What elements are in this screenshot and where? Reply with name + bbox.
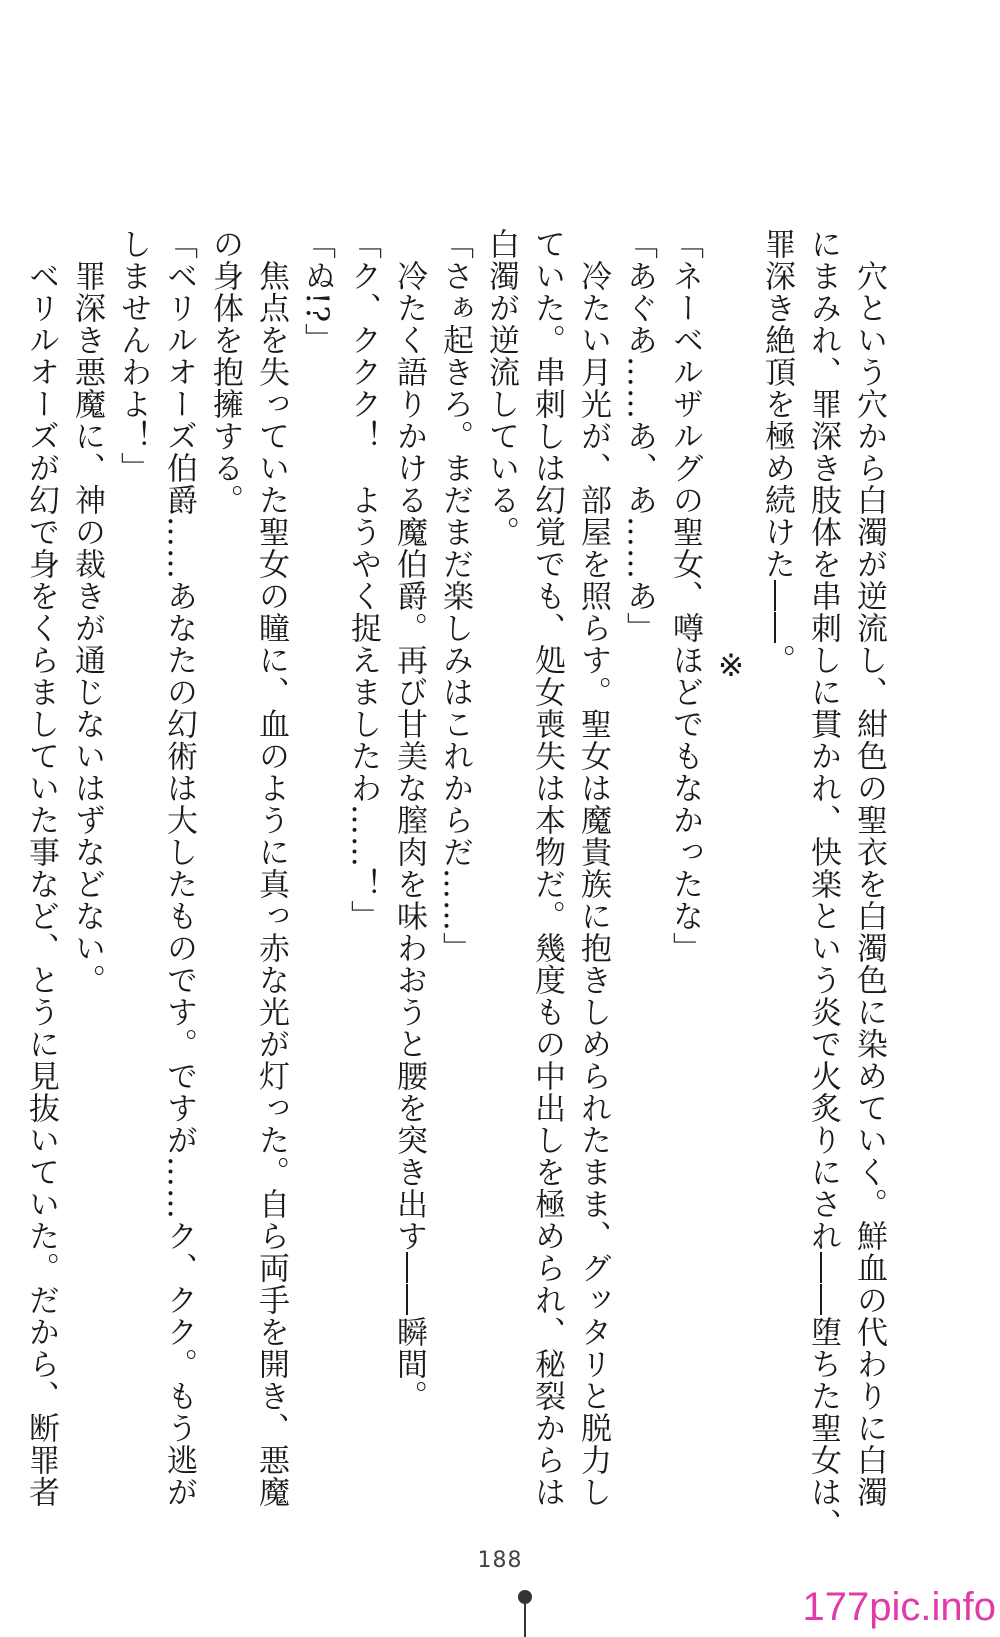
text-line: ベリルオーズが幻で身をくらましていた事など、とうに見抜いていた。だから、断罪者 <box>23 228 59 1508</box>
watermark: 177pic.info <box>802 1585 996 1629</box>
text-line: の身体を抱擁する。 <box>207 228 243 516</box>
text-line: 穴という穴から白濁が逆流し、紺色の聖衣を白濁色に染めていく。鮮血の代わりに白濁 <box>851 228 887 1508</box>
text-line: しませんわよ！」 <box>115 228 151 484</box>
text-line: 「ネーベルザルグの聖女、噂ほどでもなかったな」 <box>667 228 703 964</box>
text-line: 「さぁ起きろ。まだまだ楽しみはこれからだ……」 <box>437 228 473 964</box>
scene-break-mark: ※ <box>713 648 749 685</box>
page-marker-line <box>524 1600 526 1637</box>
text-line: にまみれ、罪深き肢体を串刺しに貫かれ、快楽という炎で火炙りにされ――堕ちた聖女は、 <box>805 228 841 1540</box>
text-line: 「あぐあ……あ、あ……あ」 <box>621 228 657 644</box>
text-line: 「ベリルオーズ伯爵……あなたの幻術は大したものです。ですが……ク、クク。もう逃が <box>161 228 197 1508</box>
text-line: 白濁が逆流している。 <box>483 228 519 548</box>
page-number: 188 <box>477 1548 523 1573</box>
body-text <box>18 228 892 1540</box>
text-line: 罪深き悪魔に、神の裁きが通じないはずなどない。 <box>69 228 105 996</box>
text-line: 冷たく語りかける魔伯爵。再び甘美な膣肉を味わおうと腰を突き出す――瞬間。 <box>391 228 427 1412</box>
text-line: ていた。串刺しは幻覚でも、処女喪失は本物だ。幾度もの中出しを極められ、秘裂からは <box>529 228 565 1508</box>
text-line: 「ク、ククク！ ようやく捉えましたわ……！」 <box>345 228 381 932</box>
text-line: 冷たい月光が、部屋を照らす。聖女は魔貴族に抱きしめられたまま、グッタリと脱力し <box>575 228 611 1508</box>
text-line: 「ぬ!?」 <box>299 228 335 356</box>
text-line: 罪深き絶頂を極め続けた――。 <box>759 228 795 676</box>
text-line: 焦点を失っていた聖女の瞳に、血のように真っ赤な光が灯った。自ら両手を開き、悪魔 <box>253 228 289 1508</box>
